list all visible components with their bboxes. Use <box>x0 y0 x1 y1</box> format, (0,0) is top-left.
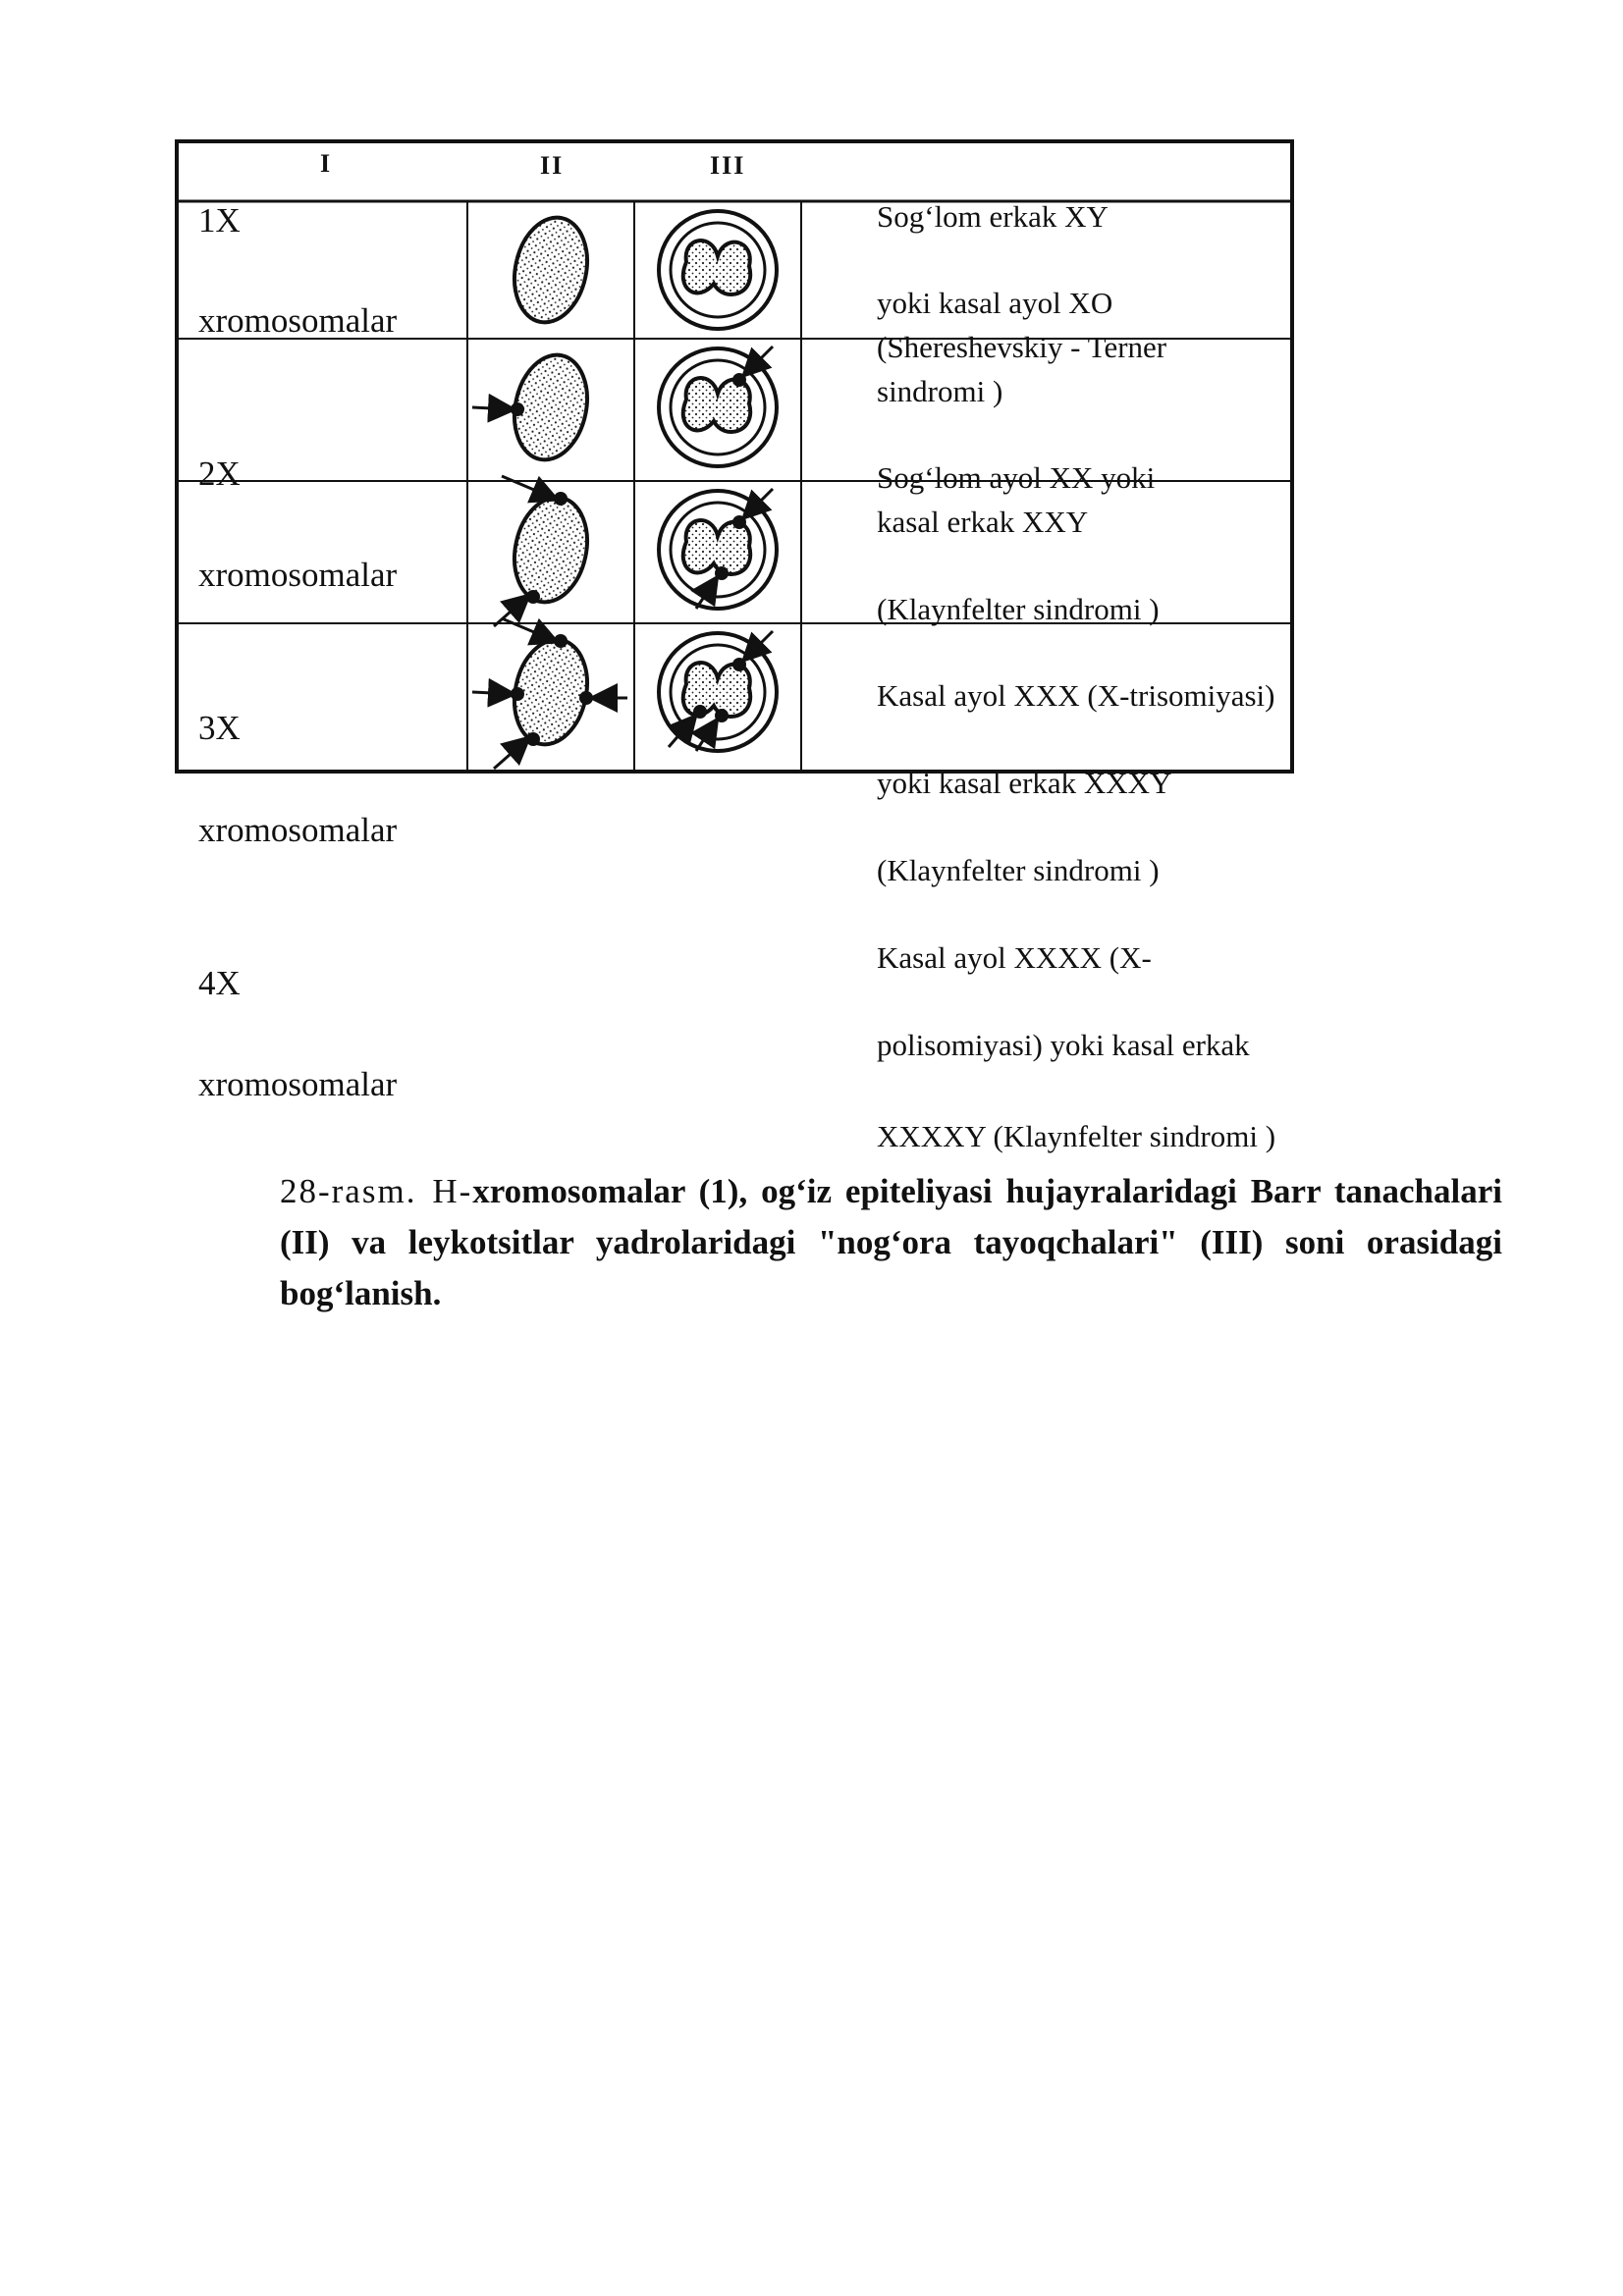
caption-body: xromosomalar (1), og‘iz epiteliyasi hujayralaridagi Barr tanachalari (II) va leykotsitlar yadrolaridagi "nog‘ora tayoqchalari" (III) soni orasidagi bog‘lanish. <box>280 1172 1502 1312</box>
description-line-8: Kasal ayol XXX (X-trisomiyasi) <box>877 678 1275 713</box>
barr-arrow-row-4-3 <box>472 692 512 694</box>
barr-body-row-4-1 <box>554 634 568 648</box>
description-line-13: XXXXY (Klaynfelter sindromi ) <box>877 1119 1276 1153</box>
drumstick-row-4-2 <box>715 709 729 722</box>
lobed-nucleus-row-1 <box>683 240 750 294</box>
barr-body-row-3-2 <box>526 590 540 604</box>
description-line-1: Sog‘lom erkak XY <box>877 199 1109 234</box>
barr-arrow-row-4-2 <box>494 739 527 769</box>
header-col-3: III <box>710 151 746 180</box>
drumstick-row-4-3 <box>693 705 707 719</box>
row-label-count-3: 3X <box>198 709 241 747</box>
row-label-count-4: 4X <box>198 964 241 1002</box>
row-label-word-2: xromosomalar <box>198 556 398 594</box>
barr-arrow-row-4-1 <box>502 618 555 641</box>
description-line-11: Kasal ayol XXXX (X- <box>877 940 1152 975</box>
description-line-2: yoki kasal ayol XO <box>877 286 1113 320</box>
barr-nucleus-row-1 <box>506 211 597 330</box>
barr-body-row-4-extra <box>579 691 593 705</box>
description-line-4: sindromi ) <box>877 374 1003 408</box>
barr-body-row-2-1 <box>511 402 524 416</box>
row-label-word-1: xromosomalar <box>198 301 398 340</box>
row-label-word-3: xromosomalar <box>198 811 398 849</box>
header-col-2: II <box>540 151 565 180</box>
figure-caption <box>280 1166 1502 1319</box>
caption-lead: 28-rasm. H- <box>280 1172 473 1210</box>
barr-body-row-4-2 <box>526 732 540 746</box>
drumstick-row-3-2 <box>715 566 729 580</box>
row-label-count-2: 2X <box>198 454 241 493</box>
barr-arrow-row-2-1 <box>472 407 512 409</box>
barr-arrow-row-3-1 <box>502 476 555 499</box>
description-line-5: Sog‘lom ayol XX yoki <box>877 460 1156 495</box>
row-label-word-4: xromosomalar <box>198 1065 398 1103</box>
description-line-9: yoki kasal erkak XXXY <box>877 766 1172 800</box>
barr-body-row-4-3 <box>511 687 524 701</box>
drumstick-row-4-1 <box>732 658 746 671</box>
barr-nucleus-row-3 <box>506 491 597 610</box>
drumstick-row-2-1 <box>732 373 746 387</box>
barr-body-row-3-1 <box>554 492 568 506</box>
description-line-12: polisomiyasi) yoki kasal erkak <box>877 1028 1250 1062</box>
row-label-count-1: 1X <box>198 201 241 240</box>
description-line-3: (Shereshevskiy - Terner <box>877 330 1167 364</box>
description-line-10: (Klaynfelter sindromi ) <box>877 853 1160 887</box>
description-line-6: kasal erkak XXY <box>877 505 1089 539</box>
drumstick-row-3-1 <box>732 515 746 529</box>
header-col-1: I <box>320 149 333 178</box>
description-line-7: (Klaynfelter sindromi ) <box>877 592 1160 626</box>
